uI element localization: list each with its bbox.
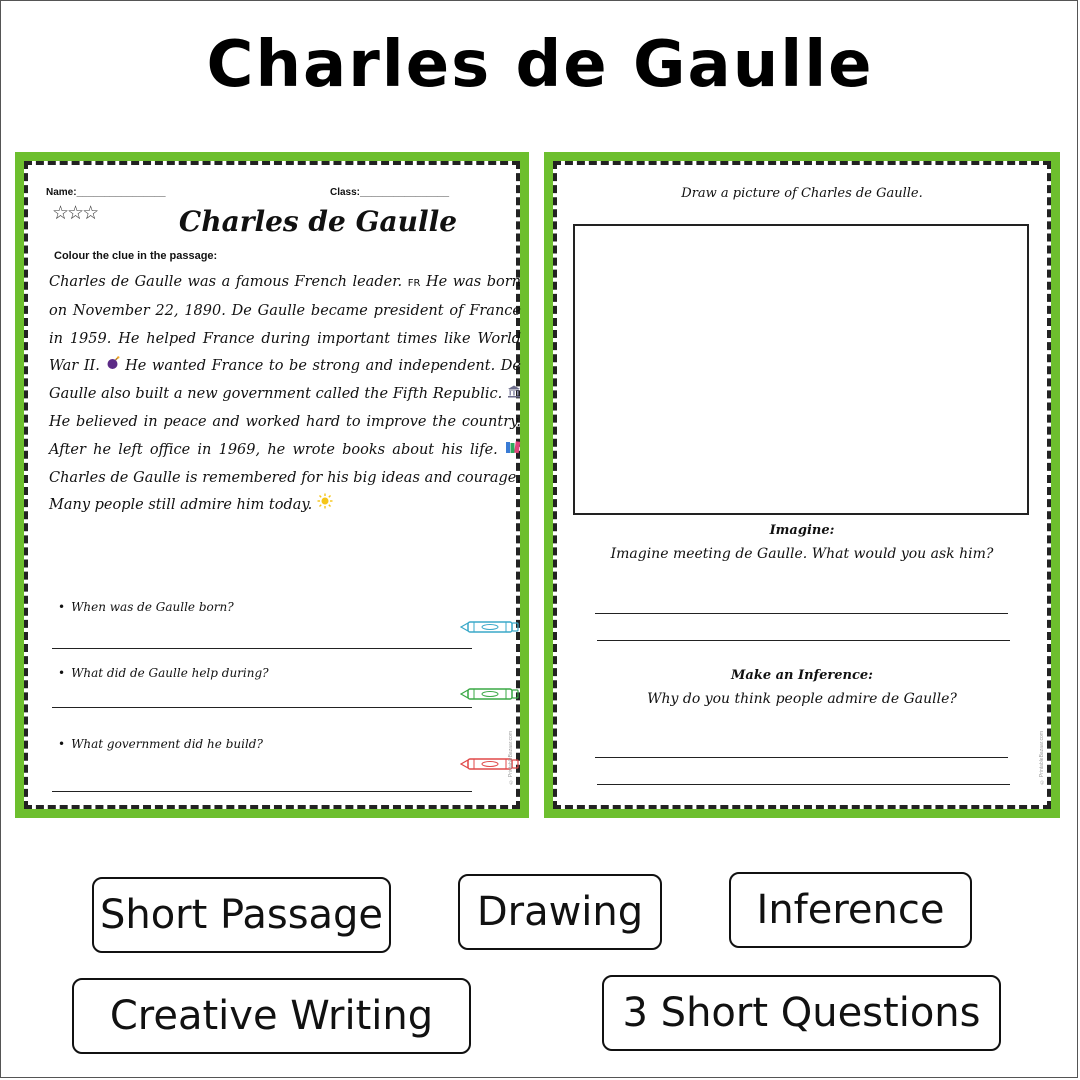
books-icon	[505, 443, 521, 458]
worksheet-passage-page	[15, 152, 529, 818]
imagine-question: Imagine meeting de Gaulle. What would you ask him?	[610, 546, 994, 562]
imagine-answer-line-1[interactable]	[595, 613, 1008, 614]
worksheet-title: Charles de Gaulle	[178, 205, 458, 238]
passage-sentence-2: He was born on November 22, 1890. De Gaulle became president of France in 1959. He helped France during important times like World War II.	[49, 274, 522, 375]
inference-question: Why do you think people admire de Gaulle?	[647, 691, 957, 707]
tag-label: Short Passage	[99, 892, 384, 938]
reading-passage	[49, 269, 521, 520]
imagine-answer-line-2[interactable]	[597, 640, 1010, 641]
watermark-text: © PrintableBazaar.com	[508, 731, 514, 785]
passage-sentence-3: He wanted France to be strong and independent. De Gaulle also built a new government called the Fifth Republic.	[49, 358, 522, 403]
main-title: Charles de Gaulle	[206, 28, 874, 102]
question-3: • What government did he build?	[58, 737, 263, 751]
passage-sentence-4: He believed in peace and worked hard to improve the country. After he left office in 1969, he wrote books about his life.	[49, 413, 521, 458]
class-field-label: Class:________________	[330, 187, 449, 198]
inference-answer-line-1[interactable]	[595, 757, 1008, 758]
passage-sentence-1: Charles de Gaulle was a famous French leader.	[49, 274, 403, 290]
building-icon	[507, 387, 521, 402]
passage-sentence-5: Charles de Gaulle is remembered for his big ideas and courage. Many people still admire him today.	[49, 469, 521, 514]
name-field-label: Name:________________	[46, 187, 166, 198]
drawing-box[interactable]	[573, 224, 1029, 515]
watermark-text-2: © PrintableBazaar.com	[1039, 731, 1045, 785]
inference-label: Make an Inference:	[731, 668, 873, 683]
answer-line-3[interactable]	[52, 791, 472, 792]
tag-label: Inference	[756, 887, 945, 933]
question-1: • When was de Gaulle born?	[58, 600, 234, 614]
inference-answer-line-2[interactable]	[597, 784, 1010, 785]
tag-label: Creative Writing	[109, 993, 434, 1039]
instruction-text: Colour the clue in the passage:	[54, 250, 218, 262]
crayon-icon-blue	[460, 620, 520, 634]
answer-line-2[interactable]	[52, 707, 472, 708]
tag-creative-writing	[72, 978, 471, 1054]
france-flag-icon: FR	[407, 278, 421, 289]
sun-icon	[317, 498, 333, 513]
question-2-text: What did de Gaulle help during?	[71, 666, 269, 680]
answer-line-1[interactable]	[52, 648, 472, 649]
question-2: • What did de Gaulle help during?	[58, 666, 269, 680]
question-1-text: When was de Gaulle born?	[71, 600, 234, 614]
tag-inference	[729, 872, 972, 948]
tag-drawing	[458, 874, 662, 950]
tag-3-short-questions	[602, 975, 1001, 1051]
worksheet-activity-inner	[553, 161, 1051, 809]
draw-prompt: Draw a picture of Charles de Gaulle.	[681, 186, 923, 201]
worksheet-passage-inner	[24, 161, 520, 809]
worksheet-activity-page	[544, 152, 1060, 818]
tag-label: 3 Short Questions	[622, 990, 981, 1036]
rating-stars-icon: ☆☆☆	[52, 202, 98, 224]
question-3-text: What government did he build?	[71, 737, 263, 751]
bomb-icon	[106, 359, 120, 374]
crayon-icon-green	[460, 687, 520, 701]
imagine-label: Imagine:	[769, 523, 835, 538]
tag-label: Drawing	[476, 889, 644, 935]
tag-short-passage	[92, 877, 391, 953]
